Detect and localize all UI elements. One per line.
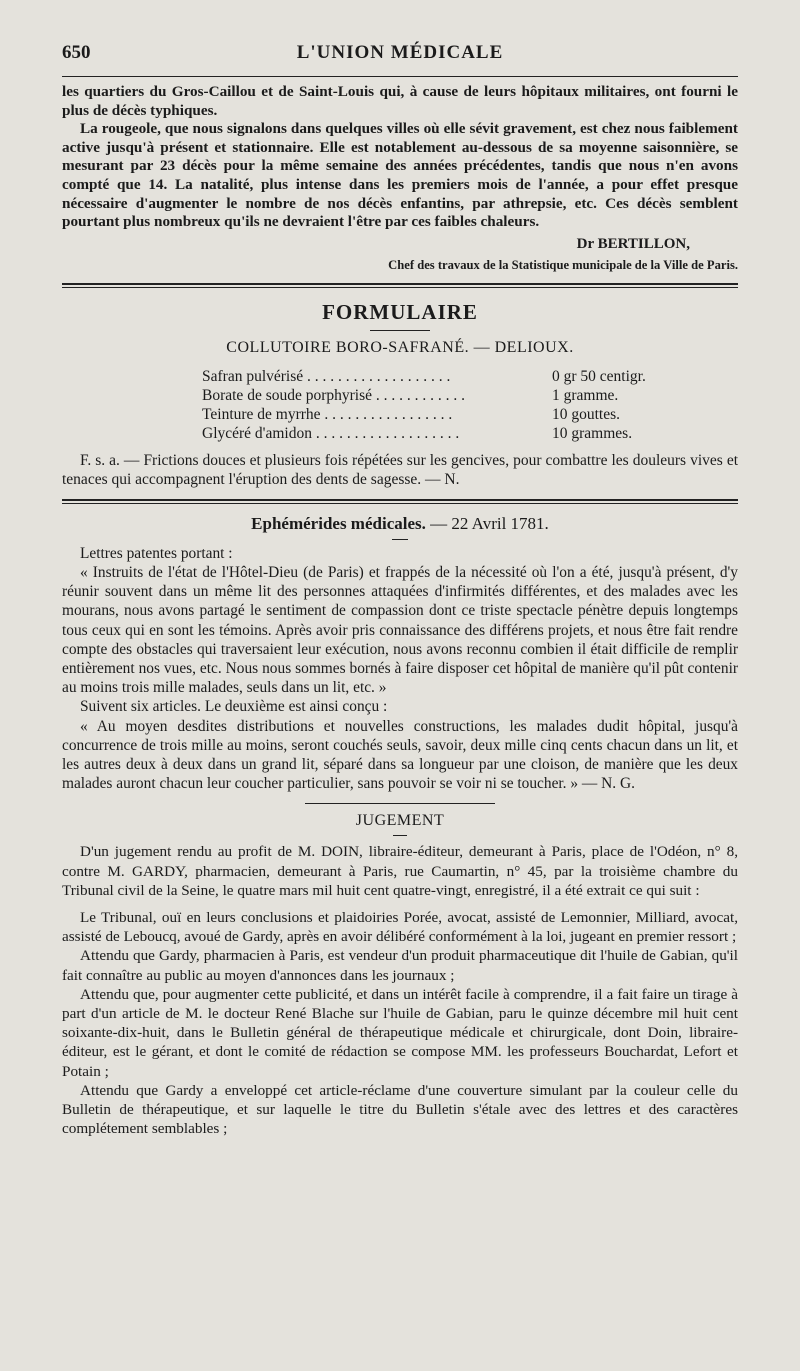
- section-divider: [62, 499, 738, 504]
- ephemerides-paragraph: Suivent six articles. Le deuxième est ainsi conçu :: [80, 698, 388, 716]
- ephemerides-paragraph: « Au moyen desdites distributions et nouvelles constructions, les malades dudit hôpital, jusqu'à concurrence de trois mille au moins, seront couchés seuls, savoir, deux mille cinq cents chacun dans un lit, et les autres deux à deux dans un grand lit, séparé dans sa longueur par une cloison, de manière que les deux malades auront chacun leur coucher particulier, sans pouvoir se voir ni se toucher. » — N. G.: [62, 717, 738, 793]
- jugement-body: [62, 842, 738, 1138]
- ingredient-quantity: 10 grammes.: [552, 424, 633, 442]
- recipe-item: [202, 367, 672, 386]
- title-rule: [370, 330, 430, 331]
- ingredient-name: Safran pulvérisé . . . . . . . . . . . . . . . . . . .: [202, 367, 451, 385]
- header-rule: [62, 76, 738, 77]
- recipe-list: [202, 367, 672, 443]
- ingredient-name: Borate de soude porphyrisé . . . . . . . . . . . .: [202, 386, 466, 404]
- ephemerides-date: — 22 Avril 1781.: [430, 513, 549, 533]
- jugement-paragraph: D'un jugement rendu au profit de M. DOIN, libraire-éditeur, demeurant à Paris, place de l'Odéon, n° 8, contre M. GARDY, pharmacien, demeurant à Paris, rue Caumartin, n° 45, par la troisième chambre du Tribunal civil de la Seine, le quatre mars mil huit cent quatre-vingt, enregistré, il a été extrait ce qui suit :: [62, 843, 738, 899]
- jugement-paragraph: Attendu que Gardy a enveloppé cet article-réclame d'une couverture simulant par la couleur celle du Bulletin de thérapeutique, et sur laquelle le titre du Bulletin s'étale avec des lettres et des caractères complétement semblables ;: [62, 1081, 738, 1138]
- signature-title: Chef des travaux de la Statistique municipale de la Ville de Paris.: [388, 257, 738, 272]
- ingredient-name: Teinture de myrrhe . . . . . . . . . . . . . . . . .: [202, 405, 453, 423]
- ingredient-quantity: 1 gramme.: [552, 386, 619, 404]
- formulaire-title: FORMULAIRE: [322, 299, 478, 324]
- intro-paragraph: les quartiers du Gros-Caillou et de Saint-Louis qui, à cause de leurs hôpitaux militaires, ont fourni le plus de décès typhiques.: [62, 83, 738, 119]
- journal-title: L'UNION MÉDICALE: [296, 42, 504, 63]
- jugement-paragraph: Attendu que Gardy, pharmacien à Paris, est vendeur d'un produit pharmaceutique dit l'huile de Gabian, qu'il fait connaître au public au moyen d'annonces dans les journaux ;: [62, 947, 738, 984]
- title-rule: [393, 835, 407, 836]
- section-divider: [62, 283, 738, 288]
- intro-paragraph: La rougeole, que nous signalons dans quelques villes où elle sévit gravement, est chez nous faiblement active jusqu'à présent et stationnaire. Elle est notablement au-dessous de sa moyenne saisonnière, se mesurant par 23 décès pour la même semaine des années précédentes, tandis que nous n'en avons compté que 14. La natalité, plus intense dans les premiers mois de l'année, a pour effet presque nécessaire d'augmenter le nombre de nos décès enfantins, par athrepsie, etc. Ces décès semblent pourtant plus nombreux qu'ils ne devraient l'être par ces faibles chaleurs.: [62, 120, 738, 231]
- recipe-heading: COLLUTOIRE BORO-SAFRANÉ. — DELIOUX.: [226, 338, 574, 356]
- ingredient-quantity: 10 gouttes.: [552, 405, 621, 423]
- jugement-paragraph: Le Tribunal, ouï en leurs conclusions et plaidoiries Porée, avocat, assisté de Lemonnier, Milliard, avocat, assisté de Leboucq, avoué de Gardy, après en avoir délibéré conformément à la loi, jugeant en premier ressort ;: [62, 909, 738, 946]
- running-head: [62, 38, 738, 68]
- title-rule: [392, 539, 408, 540]
- ephemerides-paragraph: « Instruits de l'état de l'Hôtel-Dieu (de Paris) et frappés de la nécessité où l'on a été, jusqu'à présent, d'y réunir souvent dans un même lit des personnes attaquées d'infirmités différentes, et des malades avec les mourans, nous avons partagé le sentiment de compassion dont ce triste spectacle pénètre depuis longtemps tous ceux qui en sont les témoins. Après avoir pris connaissance des différens projets, et nous être fait rendre compte des obstacles qui traversaient leur exécution, nous avons reconnu combien il était difficile de remplir entièrement nos vues, etc. Nous nous sommes bornés à faire disposer cet hôpital de manière qu'il pût contenir au moins trois mille malades, seuls dans un lit, etc. »: [62, 563, 738, 697]
- ephemerides-heading: [62, 514, 738, 534]
- jugement-title: JUGEMENT: [355, 812, 445, 830]
- jugement-rule: [305, 803, 495, 804]
- intro-section: [62, 83, 738, 273]
- ephemerides-paragraph: Lettres patentes portant :: [80, 544, 233, 562]
- ephemerides-body: [62, 544, 738, 794]
- recipe-item: [202, 386, 672, 405]
- recipe-instructions: F. s. a. — Frictions douces et plusieurs fois répétées sur les gencives, pour combattre les douleurs vives et tenaces qui accompagnent l'éruption des dents de sagesse. — N.: [62, 451, 738, 488]
- ephemerides-title: Ephémérides médicales.: [251, 513, 426, 533]
- jugement-paragraph: Attendu que, pour augmenter cette publicité, et dans un intérêt facile à comprendre, il a fait faire un tirage à part d'un article de M. le docteur René Blache sur l'huile de Gabian, paru le quinze décembre mil huit cent soixante-dix-huit, dans le Bulletin général de thérapeutique médicale et chirurgicale, dont Doin, libraire-éditeur, est le gérant, et dont le comité de rédaction se compose MM. les professeurs Bouchardat, Lefort et Potain ;: [62, 985, 738, 1080]
- page-number: 650: [62, 42, 91, 63]
- signature: Dr BERTILLON,: [576, 235, 690, 252]
- ingredient-quantity: 0 gr 50 centigr.: [552, 367, 646, 385]
- recipe-item: [202, 405, 672, 424]
- ingredient-name: Glycéré d'amidon . . . . . . . . . . . . . . . . . . .: [202, 424, 460, 442]
- recipe-item: [202, 424, 672, 443]
